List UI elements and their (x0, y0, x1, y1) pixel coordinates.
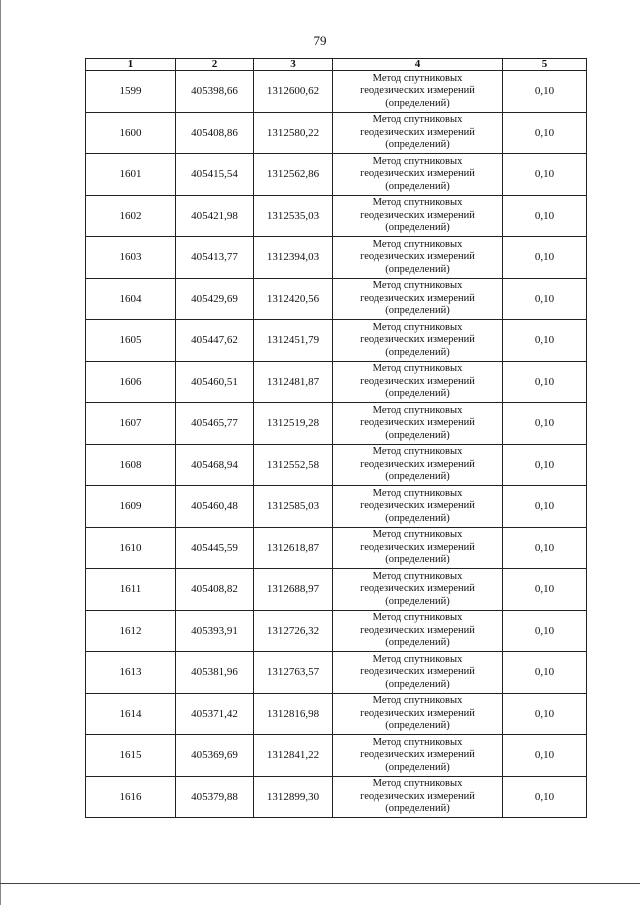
cell-method (333, 278, 503, 320)
method-line: геодезических измерений (360, 583, 475, 594)
table-row (86, 527, 587, 569)
cell-accuracy: 0,10 (503, 112, 587, 154)
cell-accuracy: 0,10 (503, 569, 587, 611)
cell-accuracy: 0,10 (503, 71, 587, 113)
table-row (86, 735, 587, 777)
method-line: (определений) (385, 761, 450, 773)
cell-x: 405408,82 (176, 569, 254, 611)
method-line: (определений) (385, 429, 450, 441)
cell-id: 1616 (86, 776, 176, 818)
cell-x: 405447,62 (176, 320, 254, 362)
method-line: геодезических измерений (360, 375, 475, 387)
table-row (86, 112, 587, 154)
table-row (86, 776, 587, 818)
cell-y: 1312580,22 (254, 112, 333, 154)
page-number: 79 (313, 33, 327, 48)
table-row (86, 486, 587, 528)
method-line: (определений) (385, 678, 450, 690)
table-row (86, 71, 587, 113)
method-line: геодезических измерений (360, 500, 475, 511)
method-line: геодезических измерений (360, 85, 475, 96)
table-row (86, 569, 587, 611)
cell-x: 405369,69 (176, 735, 254, 777)
method-line: (определений) (385, 637, 450, 648)
cell-method (333, 776, 503, 818)
cell-accuracy: 0,10 (503, 693, 587, 735)
method-line: Метод спутниковых (372, 238, 463, 250)
cell-x: 405468,94 (176, 444, 254, 486)
cell-id: 1615 (86, 735, 176, 777)
method-line: геодезических измерений (360, 666, 475, 677)
cell-x: 405429,69 (176, 278, 254, 320)
method-line: (определений) (385, 305, 450, 316)
table-row (86, 403, 587, 445)
method-line: геодезических измерений (360, 749, 475, 760)
table-row (86, 652, 587, 694)
method-line: геодезических измерений (360, 126, 475, 138)
method-line: геодезических измерений (360, 458, 475, 470)
cell-accuracy: 0,10 (503, 195, 587, 237)
method-line: (определений) (385, 388, 450, 399)
cell-accuracy: 0,10 (503, 735, 587, 777)
cell-method (333, 154, 503, 196)
cell-accuracy: 0,10 (503, 486, 587, 528)
cell-method (333, 112, 503, 154)
bottom-rule (0, 883, 640, 884)
cell-id: 1601 (86, 154, 176, 196)
method-line: геодезических измерений (360, 292, 475, 304)
cell-x: 405379,88 (176, 776, 254, 818)
cell-id: 1602 (86, 195, 176, 237)
cell-accuracy: 0,10 (503, 444, 587, 486)
cell-id: 1607 (86, 403, 176, 445)
method-line: (определений) (385, 222, 450, 233)
cell-method (333, 361, 503, 403)
method-line: геодезических измерений (360, 334, 475, 345)
cell-y: 1312481,87 (254, 361, 333, 403)
method-line: геодезических измерений (360, 209, 475, 221)
table-header-row (86, 59, 587, 71)
cell-y: 1312688,97 (254, 569, 333, 611)
cell-y: 1312600,62 (254, 71, 333, 113)
header-col-1: 1 (86, 59, 176, 71)
cell-y: 1312519,28 (254, 403, 333, 445)
cell-y: 1312841,22 (254, 735, 333, 777)
method-line: геодезических измерений (360, 168, 475, 179)
cell-accuracy: 0,10 (503, 278, 587, 320)
cell-y: 1312763,57 (254, 652, 333, 694)
table-row (86, 237, 587, 279)
cell-accuracy: 0,10 (503, 610, 587, 652)
cell-method (333, 486, 503, 528)
cell-id: 1600 (86, 112, 176, 154)
method-line: (определений) (385, 595, 450, 607)
method-line: Метод спутниковых (372, 653, 463, 665)
cell-y: 1312562,86 (254, 154, 333, 196)
cell-method (333, 610, 503, 652)
header-col-3: 3 (254, 59, 333, 71)
method-line: (определений) (385, 139, 450, 150)
cell-y: 1312535,03 (254, 195, 333, 237)
cell-method (333, 444, 503, 486)
cell-method (333, 71, 503, 113)
method-line: Метод спутниковых (372, 695, 463, 706)
cell-id: 1608 (86, 444, 176, 486)
method-line: (определений) (385, 180, 450, 192)
cell-y: 1312816,98 (254, 693, 333, 735)
method-line: (определений) (385, 471, 450, 482)
cell-x: 405371,42 (176, 693, 254, 735)
method-line: Метод спутниковых (372, 529, 463, 540)
header-col-4: 4 (333, 59, 503, 71)
method-line: Метод спутниковых (372, 487, 463, 499)
method-line: Метод спутниковых (372, 114, 463, 125)
method-line: геодезических измерений (360, 251, 475, 262)
cell-y: 1312552,58 (254, 444, 333, 486)
cell-id: 1605 (86, 320, 176, 362)
cell-y: 1312726,32 (254, 610, 333, 652)
table-row (86, 320, 587, 362)
method-line: Метод спутниковых (372, 321, 463, 333)
cell-accuracy: 0,10 (503, 527, 587, 569)
table-row (86, 195, 587, 237)
table-row (86, 154, 587, 196)
cell-id: 1604 (86, 278, 176, 320)
cell-x: 405460,48 (176, 486, 254, 528)
method-line: (определений) (385, 803, 450, 814)
cell-x: 405393,91 (176, 610, 254, 652)
scan-margin-line (0, 0, 1, 905)
method-line: Метод спутниковых (372, 72, 463, 84)
method-line: геодезических измерений (360, 707, 475, 719)
cell-x: 405465,77 (176, 403, 254, 445)
cell-id: 1603 (86, 237, 176, 279)
cell-method (333, 693, 503, 735)
table-row (86, 693, 587, 735)
cell-id: 1611 (86, 569, 176, 611)
cell-x: 405445,59 (176, 527, 254, 569)
cell-accuracy: 0,10 (503, 154, 587, 196)
cell-id: 1609 (86, 486, 176, 528)
cell-method (333, 735, 503, 777)
cell-method (333, 320, 503, 362)
method-line: Метод спутниковых (372, 570, 463, 582)
cell-x: 405460,51 (176, 361, 254, 403)
method-line: Метод спутниковых (372, 280, 463, 291)
cell-x: 405421,98 (176, 195, 254, 237)
coordinates-table (85, 58, 587, 818)
cell-id: 1606 (86, 361, 176, 403)
cell-id: 1612 (86, 610, 176, 652)
cell-x: 405415,54 (176, 154, 254, 196)
cell-y: 1312420,56 (254, 278, 333, 320)
method-line: (определений) (385, 512, 450, 524)
cell-y: 1312899,30 (254, 776, 333, 818)
method-line: Метод спутниковых (372, 404, 463, 416)
method-line: геодезических измерений (360, 790, 475, 802)
method-line: Метод спутниковых (372, 446, 463, 457)
table-row (86, 610, 587, 652)
method-line: (определений) (385, 554, 450, 565)
cell-id: 1610 (86, 527, 176, 569)
cell-x: 405408,86 (176, 112, 254, 154)
cell-accuracy: 0,10 (503, 237, 587, 279)
method-line: геодезических измерений (360, 541, 475, 553)
method-line: Метод спутниковых (372, 612, 463, 623)
cell-id: 1599 (86, 71, 176, 113)
table-row (86, 361, 587, 403)
method-line: (определений) (385, 263, 450, 275)
cell-accuracy: 0,10 (503, 652, 587, 694)
method-line: геодезических измерений (360, 417, 475, 428)
cell-method (333, 237, 503, 279)
cell-method (333, 527, 503, 569)
cell-accuracy: 0,10 (503, 776, 587, 818)
cell-method (333, 652, 503, 694)
table-body (86, 71, 587, 818)
method-line: Метод спутниковых (372, 155, 463, 167)
cell-method (333, 569, 503, 611)
method-line: (определений) (385, 720, 450, 731)
cell-id: 1613 (86, 652, 176, 694)
cell-method (333, 195, 503, 237)
method-line: Метод спутниковых (372, 197, 463, 208)
cell-id: 1614 (86, 693, 176, 735)
method-line: Метод спутниковых (372, 363, 463, 374)
method-line: Метод спутниковых (372, 736, 463, 748)
method-line: (определений) (385, 346, 450, 358)
cell-y: 1312394,03 (254, 237, 333, 279)
cell-x: 405398,66 (176, 71, 254, 113)
cell-accuracy: 0,10 (503, 320, 587, 362)
table-row (86, 444, 587, 486)
method-line: Метод спутниковых (372, 778, 463, 789)
method-line: (определений) (385, 97, 450, 109)
cell-accuracy: 0,10 (503, 403, 587, 445)
table-row (86, 278, 587, 320)
cell-y: 1312451,79 (254, 320, 333, 362)
cell-y: 1312618,87 (254, 527, 333, 569)
cell-y: 1312585,03 (254, 486, 333, 528)
header-col-5: 5 (503, 59, 587, 71)
method-line: геодезических измерений (360, 624, 475, 636)
cell-x: 405381,96 (176, 652, 254, 694)
cell-x: 405413,77 (176, 237, 254, 279)
cell-accuracy: 0,10 (503, 361, 587, 403)
cell-method (333, 403, 503, 445)
header-col-2: 2 (176, 59, 254, 71)
